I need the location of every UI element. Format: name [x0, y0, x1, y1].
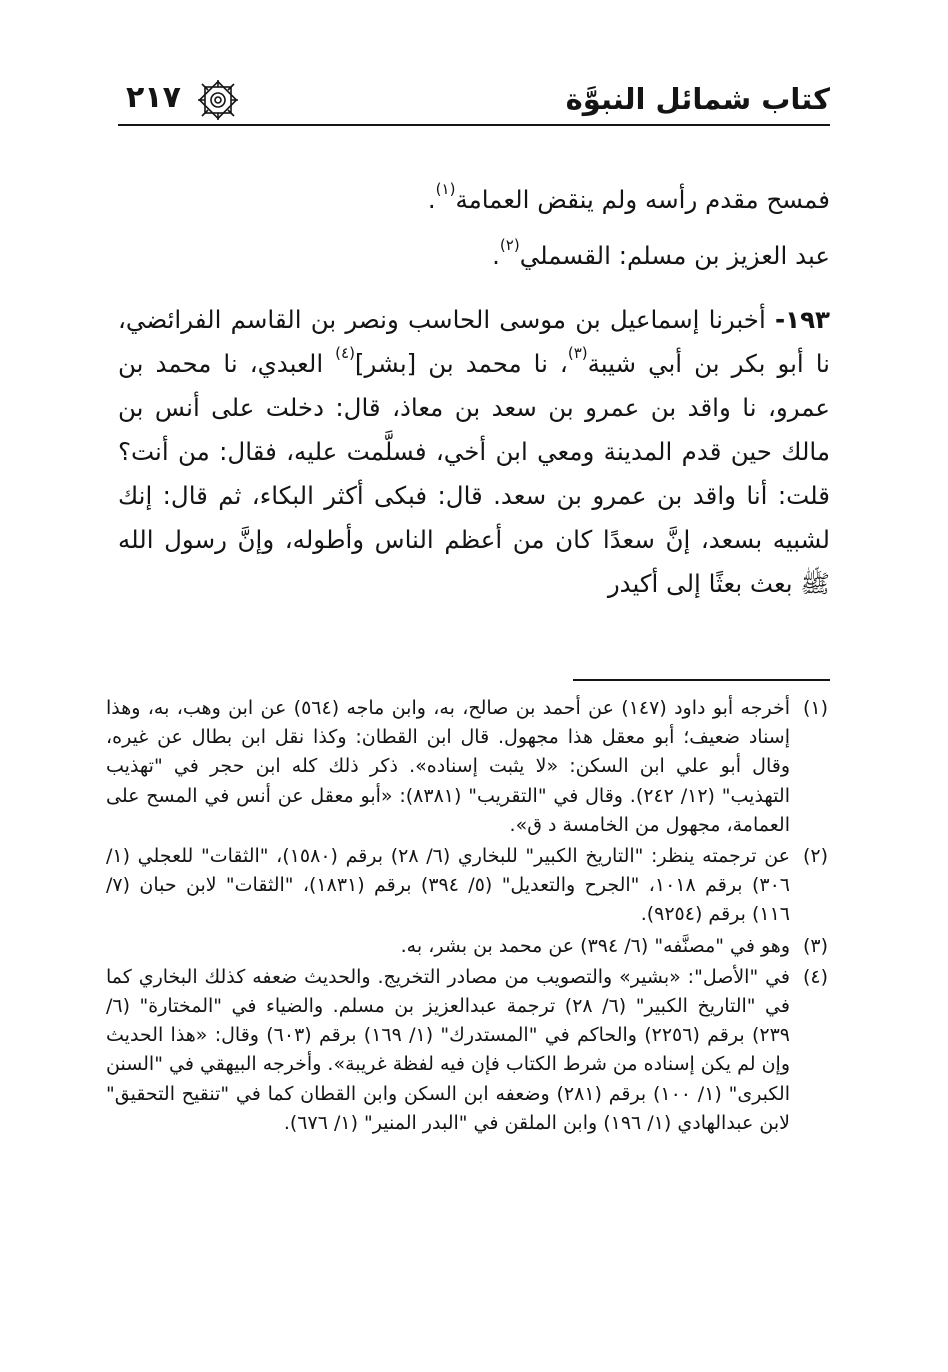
- footnote-text: وهو في "مصنَّفه" (٦/ ٣٩٤) عن محمد بن بشر، به.: [400, 934, 790, 957]
- hadith-number: ١٩٣-: [774, 305, 830, 334]
- header-rule: [118, 124, 830, 126]
- footnote-item: [106, 963, 828, 1138]
- footnote-item: [106, 694, 828, 840]
- footnote-label: (١): [802, 697, 828, 719]
- footnote-ref[interactable]: (٣): [567, 344, 588, 362]
- footnote-text: أخرجه أبو داود (١٤٧) عن أحمد بن صالح، به، وابن ماجه (٥٦٤) عن ابن وهب، به، وهذا إسناد ضعيف؛ أبو معقل هذا مجهول. قال ابن القطان: وكذا نقل ابن بطال عن غيره، وقال أبو علي ابن السكن: «لا يثبت إسناده». ذكر ذلك كله ابن حجر في "تهذيب التهذيب" (١٢/ ٢٤٢). وقال في "التقريب" (٨٣٨١): «أبو معقل عن أنس في المسح على العمامة، مجهول من الخامسة د ق».: [106, 697, 790, 836]
- footnote-label: (٤): [802, 965, 828, 988]
- footnote-text: عن ترجمته ينظر: "التاريخ الكبير" للبخاري (٦/ ٢٨) برقم (١٥٨٠)، "الثقات" للعجلي (١/ ٣٠٦) برقم ١٠١٨، "الجرح والتعديل" (٥/ ٣٩٤) برقم (١٨٣١)، "الثقات" لابن حبان (٧/ ١١٦) برقم (٩٢٥٤).: [106, 845, 790, 926]
- footnote-item: [106, 932, 828, 961]
- text-span: .: [427, 185, 436, 214]
- footnotes: [106, 694, 828, 1138]
- text-span: العبدي، نا محمد بن عمرو، نا واقد بن عمرو بن سعد بن معاذ، قال: دخلت على أنس بن مالك حين قدم المدينة ومعي ابن أخي، فسلَّمت عليه، فقال: من أنت؟ قلت: أنا واقد بن عمرو بن سعد. قال: فبكى أكثر البكاء، ثم قال: إنك لشبيه بسعد، إنَّ سعدًا كان من أعظم الناس وأطوله، وإنَّ رسول الله ﷺ بعث بعثًا إلى أكيدر: [118, 349, 830, 598]
- footnote-label: (٢): [802, 845, 828, 868]
- text-line: [118, 234, 830, 278]
- text-line: [118, 178, 830, 222]
- page-number: ٢١٧: [126, 80, 181, 115]
- footnote-ref[interactable]: (١): [435, 180, 456, 198]
- text-span: فمسح مقدم رأسه ولم ينقض العمامة: [455, 185, 830, 214]
- hadith-paragraph: [118, 298, 830, 606]
- footnote-label: (٣): [802, 934, 828, 957]
- footnote-ref[interactable]: (٢): [499, 236, 520, 254]
- footnote-ref[interactable]: (٤): [335, 344, 355, 362]
- running-header: [118, 78, 830, 136]
- text-span: ، نا محمد بن [بشر]: [354, 349, 568, 378]
- footnote-separator: [573, 679, 830, 681]
- footnote-item: [106, 842, 828, 930]
- text-span: .: [492, 241, 500, 270]
- ornament-icon: [196, 78, 240, 122]
- book-title: كتاب شمائل النبوَّة: [565, 82, 830, 116]
- narrator-name: عبد العزيز بن مسلم: القسملي: [519, 241, 830, 270]
- main-text: [118, 178, 830, 606]
- text-span: أخبرنا إسماعيل بن موسى الحاسب ونصر بن القاسم الفرائضي، نا أبو بكر بن أبي شيبة: [118, 305, 831, 378]
- footnote-text: في "الأصل": «بشير» والتصويب من مصادر التخريج. والحديث ضعفه كذلك البخاري كما في "التاريخ الكبير" (٦/ ٢٨) ترجمة عبدالعزيز بن مسلم. والضياء في "المختارة" (٦/ ٢٣٩) برقم (٢٢٥٦) والحاكم في "المستدرك" (١/ ١٦٩) برقم (٦٠٣) وقال: «هذا الحديث وإن لم يكن إسناده من شرط الكتاب فإن فيه لفظة غريبة». وأخرجه البيهقي في "السنن الكبرى" (١/ ١٠٠) برقم (٢٨١) وضعفه ابن السكن وابن القطان كما في "تنقيح التحقيق" لابن عبدالهادي (١/ ١٩٦) وابن الملقن في "البدر المنير" (١/ ٦٧٦).: [106, 965, 790, 1134]
